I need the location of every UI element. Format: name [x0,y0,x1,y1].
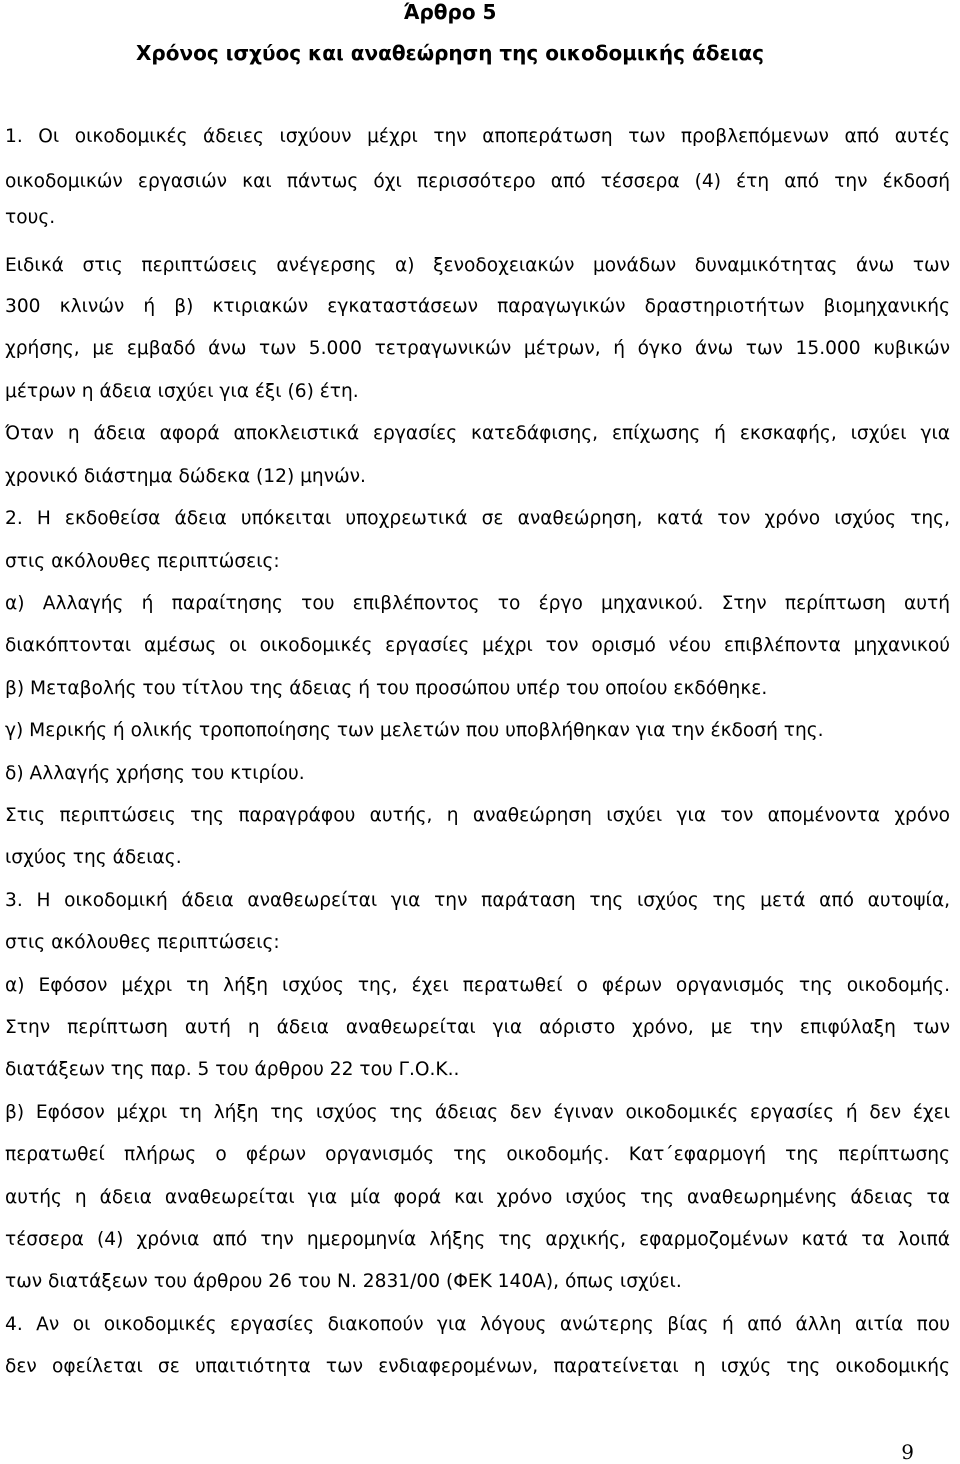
text-line: 300 κλινών ή β) κτιριακών εγκαταστάσεων παραγωγικών δραστηριοτήτων βιομηχανικής [5,296,950,317]
text-line: Όταν η άδεια αφορά αποκλειστικά εργασίες κατεδάφισης, επίχωσης ή εκσκαφής, ισχύει για [5,423,950,444]
text-line: α) Εφόσον μέχρι τη λήξη ισχύος της, έχει περατωθεί ο φέρων οργανισμός της οικοδομής. [5,975,950,996]
text-line: β) Μεταβολής του τίτλου της άδειας ή του προσώπου υπέρ του οποίου εκδόθηκε. [5,678,768,699]
text-line: στις ακόλουθες περιπτώσεις: [5,551,280,572]
text-line: χρήσης, με εμβαδό άνω των 5.000 τετραγωνικών μέτρων, ή όγκο άνω των 15.000 κυβικών [5,338,950,359]
text-line: α) Αλλαγής ή παραίτησης του επιβλέποντος το έργο μηχανικού. Στην περίπτωση αυτή [5,593,950,614]
text-line: β) Εφόσον μέχρι τη λήξη της ισχύος της άδειας δεν έγιναν οικοδομικές εργασίες ή δεν έχει [5,1102,950,1123]
text-line: Ειδικά στις περιπτώσεις ανέγερσης α) ξενοδοχειακών μονάδων δυναμικότητας άνω των [5,255,950,276]
text-line: δ) Αλλαγής χρήσης του κτιρίου. [5,763,305,784]
text-line: μέτρων η άδεια ισχύει για έξι (6) έτη. [5,381,359,402]
text-line: δεν οφείλεται σε υπαιτιότητα των ενδιαφερομένων, παρατείνεται η ισχύς της οικοδομικής [5,1356,950,1377]
text-line: 1. Οι οικοδομικές άδειες ισχύουν μέχρι την αποπεράτωση των προβλεπόμενων από αυτές [5,126,950,147]
text-line: 2. Η εκδοθείσα άδεια υπόκειται υποχρεωτικά σε αναθεώρηση, κατά τον χρόνο ισχύος της, [5,508,950,529]
text-line: οικοδομικών εργασιών και πάντως όχι περισσότερο από τέσσερα (4) έτη από την έκδοσή [5,171,950,192]
text-line: Στις περιπτώσεις της παραγράφου αυτής, η αναθεώρηση ισχύει για τον απομένοντα χρόνο [5,805,950,826]
text-line: ισχύος της άδειας. [5,847,182,868]
text-line: στις ακόλουθες περιπτώσεις: [5,932,280,953]
article-title: Χρόνος ισχύος και αναθεώρηση της οικοδομικής άδειας [136,41,764,65]
text-line: αυτής η άδεια αναθεωρείται για μία φορά και χρόνο ισχύος της αναθεωρημένης άδειας τα [5,1187,950,1208]
text-line: τους. [5,207,56,228]
text-line: 4. Αν οι οικοδομικές εργασίες διακοπούν για λόγους ανώτερης βίας ή από άλλη αιτία που [5,1314,950,1335]
text-line: χρονικό διάστημα δώδεκα (12) μηνών. [5,466,366,487]
article-number: Άρθρο 5 [403,0,497,24]
text-line: των διατάξεων του άρθρου 26 του Ν. 2831/00 (ΦΕΚ 140Α), όπως ισχύει. [5,1271,682,1292]
text-line: τέσσερα (4) χρόνια από την ημερομηνία λήξης της αρχικής, εφαρμοζομένων κατά τα λοιπά [5,1229,950,1250]
text-line: περατωθεί πλήρως ο φέρων οργανισμός της οικοδομής. Κατ΄εφαρμογή της περίπτωσης [5,1144,950,1165]
page-number: 9 [901,1440,914,1464]
text-line: διακόπτονται αμέσως οι οικοδομικές εργασίες μέχρι τον ορισμό νέου επιβλέποντα μηχανικού [5,635,950,656]
text-line: 3. Η οικοδομική άδεια αναθεωρείται για την παράταση της ισχύος της μετά από αυτοψία, [5,890,950,911]
text-line: διατάξεων της παρ. 5 του άρθρου 22 του Γ.Ο.Κ.. [5,1059,460,1080]
text-line: γ) Μερικής ή ολικής τροποποίησης των μελετών που υποβλήθηκαν για την έκδοσή της. [5,720,824,741]
text-line: Στην περίπτωση αυτή η άδεια αναθεωρείται για αόριστο χρόνο, με την επιφύλαξη των [5,1017,950,1038]
